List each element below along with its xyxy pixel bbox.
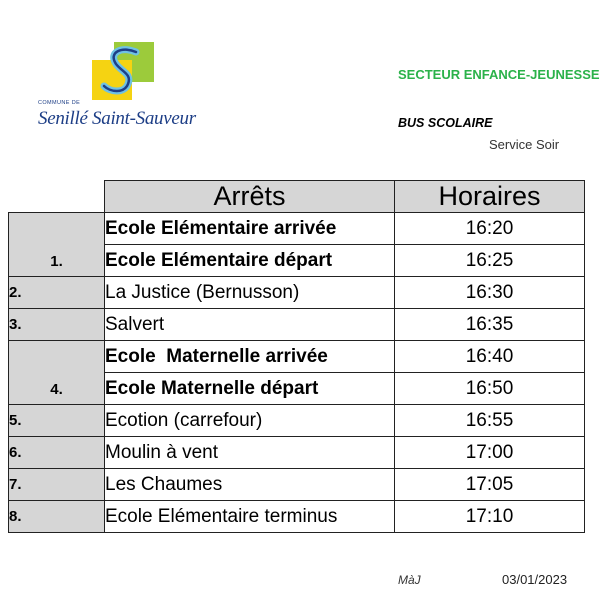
stop-time: 16:50	[395, 373, 585, 405]
service-label: Service Soir	[489, 137, 560, 152]
stop-time: 16:25	[395, 245, 585, 277]
table-row	[9, 405, 585, 437]
stop-name: Ecole Elémentaire arrivée	[105, 213, 395, 245]
table-header-row	[9, 181, 585, 213]
table-row	[9, 277, 585, 309]
update-date: 03/01/2023	[502, 572, 568, 587]
bus-title: BUS SCOLAIRE	[398, 116, 493, 130]
sector-title: SECTEUR ENFANCE-JEUNESSE	[398, 67, 600, 82]
stop-name: Moulin à vent	[105, 437, 395, 469]
stop-number: 5.	[9, 405, 105, 437]
table-row	[9, 341, 585, 373]
table-row	[9, 501, 585, 533]
stop-number: 7.	[9, 469, 105, 501]
stop-time: 17:10	[395, 501, 585, 533]
commune-logo-mark	[92, 42, 154, 100]
stop-name: La Justice (Bernusson)	[105, 277, 395, 309]
stop-name: Ecotion (carrefour)	[105, 405, 395, 437]
update-label: MàJ	[398, 573, 421, 587]
stop-name: Ecole Elémentaire départ	[105, 245, 395, 277]
stop-number: 1.	[9, 213, 105, 277]
table-row	[9, 437, 585, 469]
stop-time: 16:35	[395, 309, 585, 341]
stop-number: 3.	[9, 309, 105, 341]
table-row	[9, 469, 585, 501]
col-header-times: Horaires	[395, 181, 585, 213]
stop-number: 2.	[9, 277, 105, 309]
stop-number: 6.	[9, 437, 105, 469]
stop-time: 17:05	[395, 469, 585, 501]
table-row	[9, 309, 585, 341]
col-header-stops: Arrêts	[105, 181, 395, 213]
logo-commune-name: Senillé Saint-Sauveur	[38, 108, 196, 129]
table-header-blank	[9, 181, 105, 213]
stop-name: Les Chaumes	[105, 469, 395, 501]
stop-name: Ecole Maternelle arrivée	[105, 341, 395, 373]
stop-number: 8.	[9, 501, 105, 533]
stop-name: Salvert	[105, 309, 395, 341]
stop-name: Ecole Maternelle départ	[105, 373, 395, 405]
commune-logo	[38, 38, 208, 138]
stop-time: 16:20	[395, 213, 585, 245]
table-row	[9, 213, 585, 245]
bus-schedule-table	[8, 180, 585, 533]
stop-time: 16:30	[395, 277, 585, 309]
stop-number: 4.	[9, 341, 105, 405]
stop-name: Ecole Elémentaire terminus	[105, 501, 395, 533]
stop-time: 16:40	[395, 341, 585, 373]
logo-commune-de: COMMUNE DE	[38, 100, 81, 106]
stop-time: 17:00	[395, 437, 585, 469]
stop-time: 16:55	[395, 405, 585, 437]
